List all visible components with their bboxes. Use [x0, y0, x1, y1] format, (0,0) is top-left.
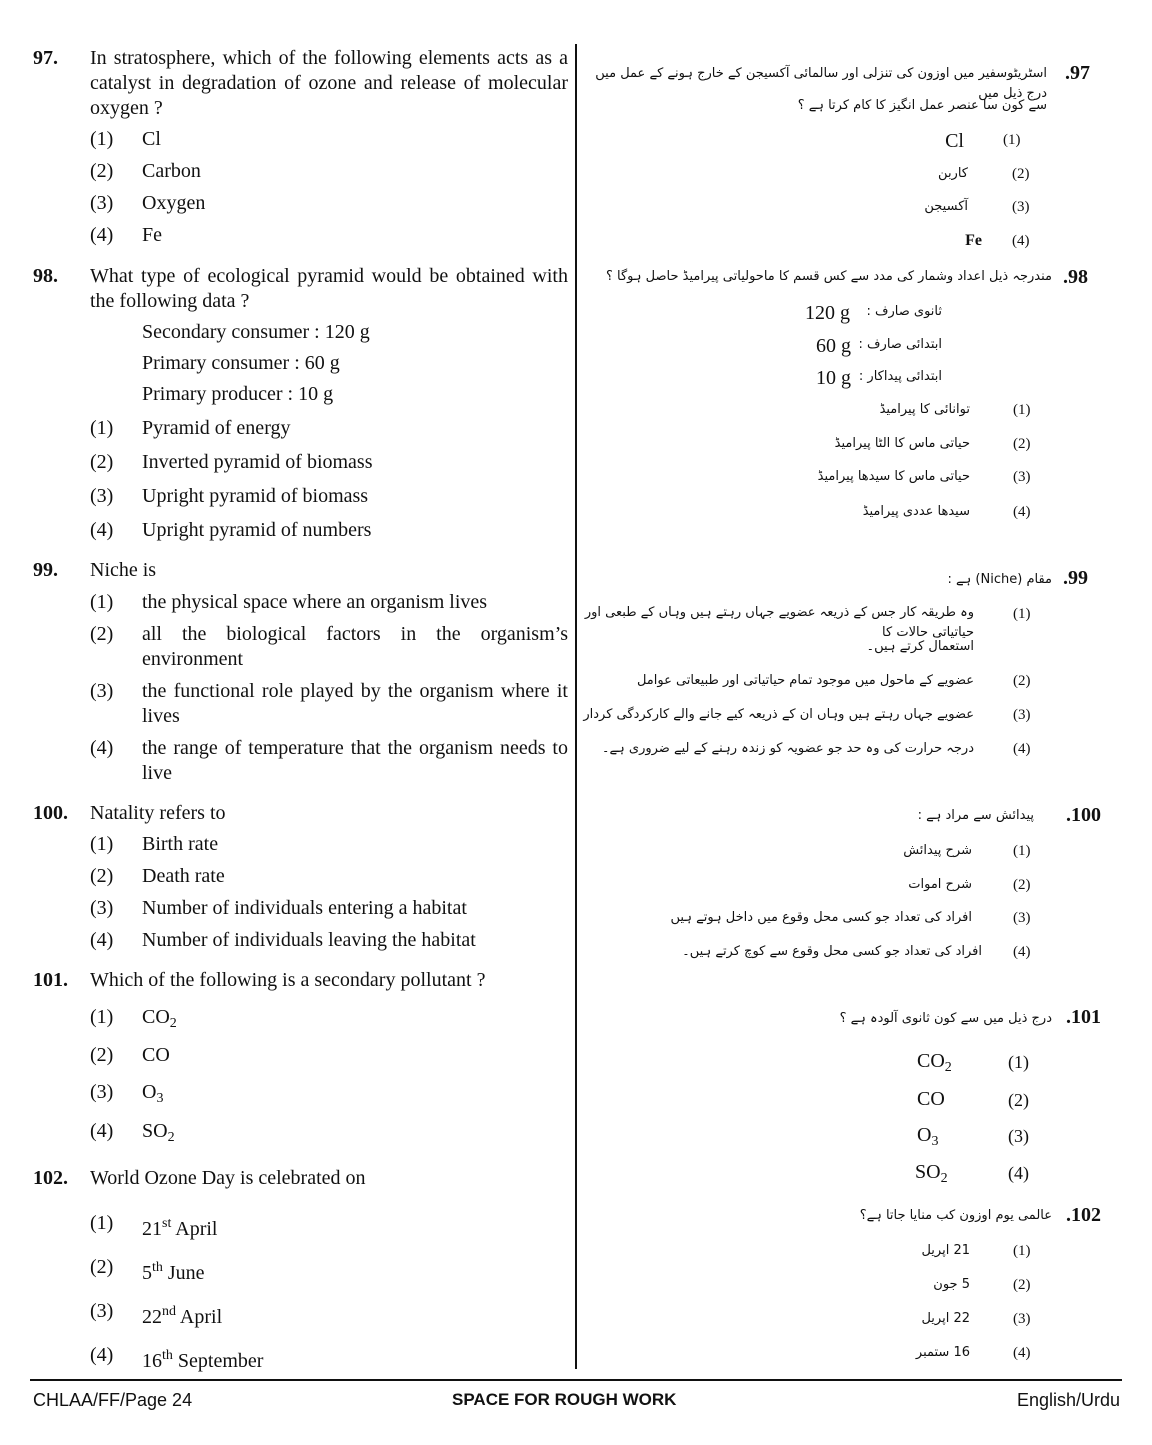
urdu-question-number: .102 — [1066, 1204, 1101, 1226]
urdu-option: CO — [917, 1088, 945, 1110]
urdu-question-text: مقام (Niche) ہے : — [947, 572, 1052, 587]
urdu-option: 5 جون — [933, 1277, 970, 1292]
option-text: $SO_2$ — [142, 1120, 175, 1145]
question-number: 101. — [33, 969, 68, 991]
option-text: $CO_2$ — [142, 1006, 177, 1031]
urdu-option: Fe — [965, 232, 982, 249]
option-text: Pyramid of energy — [142, 417, 291, 439]
urdu-question-number: .98 — [1063, 266, 1088, 288]
urdu-question-text: سے کون سا عنصر عمل انگیز کا کام کرتا ہے ؟ — [797, 98, 1047, 113]
urdu-option: $CO_2$ — [917, 1050, 952, 1075]
option-text: $O_3$ — [142, 1081, 164, 1106]
option-text: CO — [142, 1044, 170, 1066]
question-99: 99. Niche is (1) the physical space where an organism lives (2) all the biological factors in the organism’s environment (3) the functional role played by the organism where it lives (4) the range of temperature that the organism needs to live — [33, 559, 568, 784]
urdu-question-text: عالمی یوم اوزون کب منایا جاتا ہے؟ — [859, 1208, 1052, 1223]
question-number: 99. — [33, 559, 58, 581]
question-text: Which of the following is a secondary pollutant ? — [90, 969, 486, 991]
urdu-data-value: 10 g — [816, 367, 851, 389]
urdu-option: سیدھا عددی پیرامیڈ — [862, 504, 970, 519]
question-101: 101. Which of the following is a secondary pollutant ? (1) $CO_2$ (2) CO (3) $O_3$ (4) $SO_2$ — [33, 968, 568, 1157]
urdu-question-text: درج ذیل میں سے کون ثانوی آلودہ ہے ؟ — [839, 1011, 1052, 1026]
question-100: 100. Natality refers to (1) Birth rate (2) Death rate (3) Number of individuals entering a habitat (4) Number of individuals leaving the habitat — [33, 801, 568, 960]
question-102: 102. World Ozone Day is celebrated on (1) 21st April (2) 5th June (3) 22nd April (4) 16th September — [33, 1166, 568, 1387]
option-text: the physical space where an organism lives — [142, 591, 488, 613]
question-number: 98. — [33, 265, 58, 287]
data-line: Primary producer : 10 g — [142, 383, 334, 405]
option-text: Oxygen — [142, 192, 206, 214]
urdu-option: آکسیجن — [924, 199, 968, 214]
urdu-option: درجہ حرارت کی وہ حد جو عضویہ کو زندہ رہنے کے لیے ضروری ہے۔ — [601, 741, 974, 756]
urdu-option: Cl — [945, 130, 964, 152]
urdu-option: شرح اموات — [908, 877, 972, 892]
urdu-question-text: مندرجہ ذیل اعداد وشمار کی مدد سے کس قسم کا ماحولیاتی پیرامیڈ حاصل ہوگا ؟ — [605, 269, 1052, 284]
question-number: 100. — [33, 802, 68, 824]
data-line: Secondary consumer : 120 g — [142, 321, 370, 343]
option-text: 22nd April — [142, 1304, 223, 1328]
urdu-option: کاربن — [938, 166, 968, 181]
option-text: Upright pyramid of biomass — [142, 485, 369, 507]
question-text: Natality refers to — [90, 802, 226, 824]
data-line: Primary consumer : 60 g — [142, 352, 340, 374]
question-text: What type of ecological pyramid would be obtained with the following data ? — [90, 265, 568, 312]
option-text: Inverted pyramid of biomass — [142, 451, 373, 473]
option-text: Fe — [142, 224, 162, 246]
urdu-option-cont: استعمال کرتے ہیں۔ — [866, 639, 974, 654]
urdu-option: $SO_2$ — [915, 1161, 948, 1186]
urdu-option: 21 اپریل — [921, 1243, 970, 1258]
question-98: 98. What type of ecological pyramid would be obtained with the following data ? Secondary consumer : 120 g Primary consumer : 60 g Primary producer : 10 g (1) Pyramid of energy (2) Inverted pyramid of biomass (3) Upright pyramid of biomass (4) Upright pyramid of numbers — [33, 265, 568, 541]
urdu-question-number: .100 — [1066, 804, 1101, 826]
option-text: Cl — [142, 128, 161, 150]
urdu-data-value: 60 g — [816, 335, 851, 357]
page-id: CHLAA/FF/Page 24 — [33, 1390, 193, 1410]
option-text: Upright pyramid of numbers — [142, 519, 372, 541]
urdu-option: افراد کی تعداد جو کسی محل وقوع سے کوچ کرتے ہیں۔ — [682, 944, 982, 959]
urdu-question-number: .97 — [1065, 62, 1090, 84]
option-text: 5th June — [142, 1260, 205, 1284]
urdu-option: حیاتی ماس کا سیدھا پیرامیڈ — [817, 469, 970, 484]
urdu-data-value: 120 g — [805, 302, 850, 324]
option-text: Number of individuals entering a habitat — [142, 897, 467, 919]
urdu-option: عضویے جہاں رہتے ہیں وہاں ان کے ذریعہ کیے جانے والے کارکردگی کردار — [583, 707, 974, 722]
option-text: Death rate — [142, 865, 225, 887]
urdu-option: 22 اپریل — [921, 1311, 970, 1326]
column-divider — [575, 44, 577, 1369]
question-number: 102. — [33, 1167, 68, 1189]
option-text: the functional role played by the organism where it lives — [142, 680, 568, 727]
urdu-option: افراد کی تعداد جو کسی محل وقوع میں داخل ہوتے ہیں — [670, 910, 972, 925]
option-text: 16th September — [142, 1348, 264, 1372]
question-text: In stratosphere, which of the following elements acts as a catalyst in degradation of ozone and release of molecular oxygen ? — [90, 47, 568, 119]
option-text: Carbon — [142, 160, 201, 182]
option-text: Birth rate — [142, 833, 219, 855]
language-label: English/Urdu — [1016, 1390, 1120, 1410]
question-97: 97. In stratosphere, which of the following elements acts as a catalyst in degradation of ozone and release of molecular oxygen ? (1) Cl (2) Carbon (3) Oxygen (4) Fe — [33, 47, 568, 246]
urdu-option: عضویے کے ماحول میں موجود تمام حیاتیاتی اور طبیعاتی عوامل — [636, 673, 974, 688]
urdu-question-number: .101 — [1066, 1006, 1101, 1028]
question-number: 97. — [33, 47, 58, 69]
option-text: all the biological factors in the organism’s environment — [142, 623, 568, 670]
urdu-data-label: ابتدائی صارف : — [858, 337, 942, 352]
rough-work-label: SPACE FOR ROUGH WORK — [452, 1390, 677, 1409]
option-text: the range of temperature that the organism needs to live — [142, 737, 568, 784]
urdu-data-label: ابتدائی پیداکار : — [858, 369, 942, 384]
urdu-question-text: پیدائش سے مراد ہے : — [917, 808, 1034, 823]
urdu-data-label: ثانوی صارف : — [866, 304, 942, 319]
option-text: Number of individuals leaving the habitat — [142, 929, 476, 951]
question-text: Niche is — [90, 559, 157, 581]
urdu-question-text: اسٹریٹوسفیر میں اوزون کی تنزلی اور سالمائی آکسیجن کے خارج ہونے کے عمل میں درج ذیل میں — [595, 66, 1047, 101]
urdu-option: شرح پیدائش — [903, 843, 972, 858]
urdu-option: وہ طریقہ کار جس کے ذریعہ عضویے جہاں رہتے ہیں وہاں کے طبعی اور حیاتیاتی حالات کا — [584, 605, 974, 640]
urdu-option: حیاتی ماس کا الٹا پیرامیڈ — [834, 436, 970, 451]
question-text: World Ozone Day is celebrated on — [90, 1167, 366, 1189]
urdu-question-number: .99 — [1063, 567, 1088, 589]
urdu-option: 16 ستمبر — [915, 1345, 970, 1360]
urdu-option: توانائی کا پیرامیڈ — [879, 402, 970, 417]
urdu-option: $O_3$ — [917, 1124, 939, 1149]
option-text: 21st April — [142, 1216, 218, 1240]
